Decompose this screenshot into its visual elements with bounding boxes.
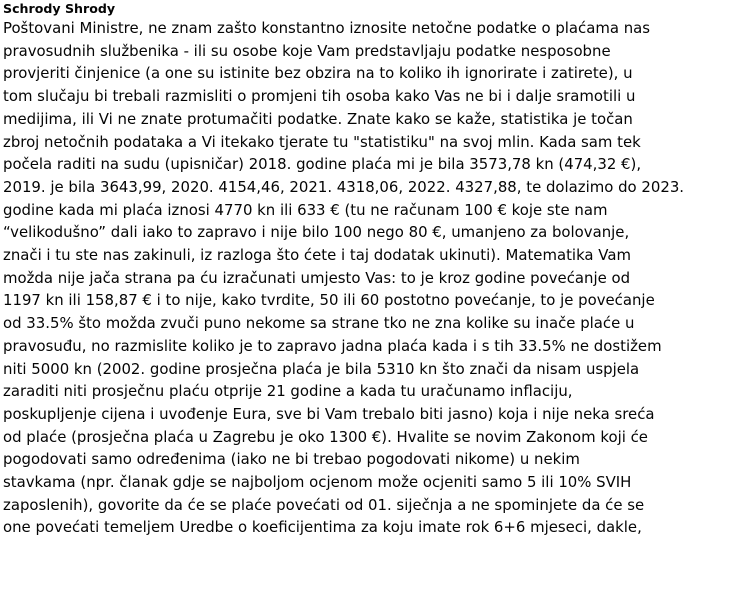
comment-line: zbroj netočnih podataka a Vi itekako tjerate tu "statistiku" na svoj mlin. Kada sam tek <box>3 132 641 151</box>
comment-line: pogodovati samo određenima (iako ne bi trebao pogodovati nikome) u nekim <box>3 450 580 469</box>
comment-line: niti 5000 kn (2002. godine prosječna plaća je bila 5310 kn što znači da nisam uspjela <box>3 359 640 378</box>
comment-line: pravosuđu, no razmislite koliko je to zapravo jadna plaća kada i s tih 33.5% ne dostižem <box>3 336 662 355</box>
comment-line: počela raditi na sudu (upisničar) 2018. godine plaća mi je bila 3573,78 kn (474,32 €), <box>3 155 642 174</box>
comment-line: “velikodušno” dali iako to zapravo i nije bilo 100 nego 80 €, umanjeno za bolovanje, <box>3 223 630 242</box>
comment-line: pravosudnih službenika - ili su osobe koje Vam predstavljaju podatke nesposobne <box>3 41 611 60</box>
comment-body <box>3 17 731 539</box>
comment-line: 1197 kn ili 158,87 € i to nije, kako tvrdite, 50 ili 60 postotno povećanje, to je povećanje <box>3 291 655 310</box>
comment-line: zaraditi niti prosječnu plaću otprije 21 godine a kada tu uračunamo inflaciju, <box>3 382 573 401</box>
comment-line: one povećati temeljem Uredbe o koeficijentima za koju imate rok 6+6 mjeseci, dakle, <box>3 518 642 537</box>
comment-line: 2019. je bila 3643,99, 2020. 4154,46, 2021. 4318,06, 2022. 4327,88, te dolazimo do 2023. <box>3 177 685 196</box>
comment <box>3 0 731 539</box>
comment-line: Poštovani Ministre, ne znam zašto konstantno iznosite netočne podatke o plaćama nas <box>3 19 651 37</box>
comment-line: stavkama (npr. članak gdje se najboljom ocjenom može ocjeniti samo 5 ili 10% SVIH <box>3 473 632 492</box>
comment-line: znači i tu ste nas zakinuli, iz razloga što ćete i taj dodatak ukinuti). Matematika Vam <box>3 246 631 265</box>
comment-line: možda nije jača strana pa ću izračunati umjesto Vas: to je kroz godine povećanje od <box>3 268 631 287</box>
comment-line: poskupljenje cijena i uvođenje Eura, sve bi Vam trebalo biti jasno) koja i nije neka sreća <box>3 404 655 423</box>
comment-line: zaposlenih), govorite da će se plaće povećati od 01. siječnja a ne spominjete da će se <box>3 495 645 514</box>
comment-line: medijima, ili Vi ne znate protumačiti podatke. Znate kako se kaže, statistika je točan <box>3 109 633 128</box>
comment-line: od plaće (prosječna plaća u Zagrebu je oko 1300 €). Hvalite se novim Zakonom koji će <box>3 427 648 446</box>
comment-line: tom slučaju bi trebali razmisliti o promjeni tih osoba kako Vas ne bi i dalje sramotili u <box>3 87 636 106</box>
comment-author-name[interactable]: Schrody Shrody <box>3 1 116 16</box>
comment-line: od 33.5% što možda zvuči puno nekome sa strane tko ne zna kolike su inače plaće u <box>3 314 635 333</box>
comment-line: godine kada mi plaća iznosi 4770 kn ili 633 € (tu ne računam 100 € koje ste nam <box>3 200 608 219</box>
comment-line: provjeriti činjenice (a one su istinite bez obzira na to koliko ih ignorirate i zatirete), u <box>3 64 633 83</box>
